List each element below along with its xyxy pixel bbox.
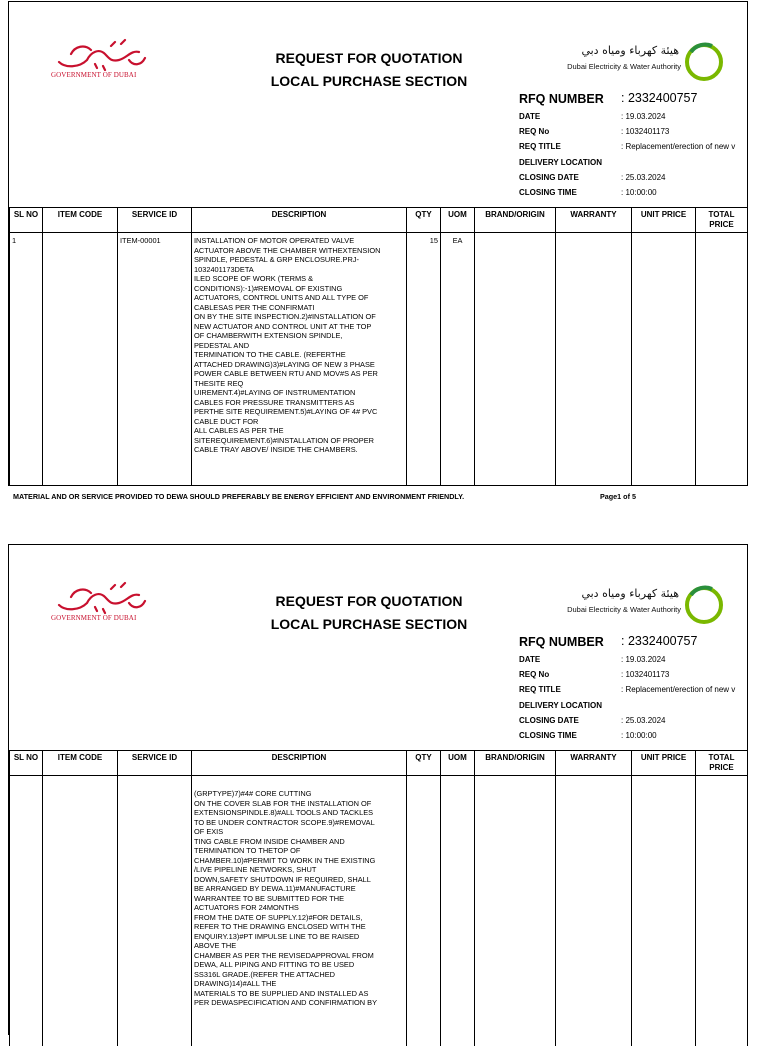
rfq-closing-time-value: : 10:00:00 (621, 731, 657, 740)
dewa-ring-icon (682, 40, 726, 84)
col-warranty: WARRANTY (556, 751, 632, 776)
cell-brand-origin[interactable] (475, 233, 556, 485)
rfq-number-label: RFQ NUMBER (519, 92, 604, 106)
title-line-2: LOCAL PURCHASE SECTION (270, 616, 468, 632)
rfq-req-no-row (519, 127, 749, 142)
document-title (239, 590, 499, 636)
cell-unit-price[interactable] (632, 776, 696, 1046)
rfq-date-label: DATE (519, 112, 541, 121)
rfq-date-label: DATE (519, 655, 541, 664)
cell-sl-no: 1 (10, 233, 43, 485)
rfq-number-value: : 2332400757 (621, 91, 698, 105)
cell-brand-origin[interactable] (475, 776, 556, 1046)
cell-warranty[interactable] (556, 233, 632, 485)
table-header-row (10, 751, 748, 776)
rfq-delivery-location-label: DELIVERY LOCATION (519, 701, 602, 710)
rfq-date-row (519, 112, 749, 127)
cell-description: INSTALLATION OF MOTOR OPERATED VALVE ACTUATOR ABOVE THE CHAMBER WITHEXTENSION SPINDLE, PEDESTAL & GRP ENCLOSURE.PRJ- 1032401173DETA ILED SCOPE OF WORK (TERMS & CONDITIONS):-1)#REMOVAL OF EXISTING ACTUATORS, CONTROL UNITS AND ALL TYPE OF CABLESAS PER THE CONFIRMATI ON BY THE SITE INSPECTION.2)#INSTALLATION OF NEW ACTUATOR AND CONTROL UNIT AT THE TOP OF CHAMBERWITH EXTENSION SPINDLE, PEDESTAL AND TERMINATION TO THE CABLE. (REFERTHE ATTACHED DRAWING)3)#LAYING OF NEW 3 PHASE POWER CABLE BETWEEN RTU AND MOV#S AS PER THESITE REQ UIREMENT.4)#LAYING OF INSTRUMENTATION CABLES FOR PRESSURE TRANSMITTERS AS PERTHE SITE REQUIREMENT.5)#LAYING OF 4# PVC CABLE DUCT FOR ALL CABLES AS PER THE SITEREQUIREMENT.6)#INSTALLATION OF PROPER CABLE TRAY ABOVE/ INSIDE THE CHAMBERS. (192, 233, 407, 485)
cell-qty: 15 (407, 233, 441, 485)
col-unit-price: UNIT PRICE (632, 208, 696, 233)
rfq-req-title-label: REQ TITLE (519, 142, 561, 151)
table-row (10, 233, 748, 485)
cell-unit-price[interactable] (632, 233, 696, 485)
rfq-page-2 (8, 544, 748, 1035)
rfq-page-1 (8, 1, 748, 486)
dewa-arabic-name: هيئة كهرباء ومياه دبي (581, 44, 679, 57)
cell-total-price[interactable] (696, 233, 748, 485)
col-sl-no: SL NO (10, 208, 43, 233)
rfq-closing-date-value: : 25.03.2024 (621, 716, 666, 725)
rfq-closing-date-label: CLOSING DATE (519, 173, 579, 182)
page-header (9, 2, 747, 199)
table-header-row (10, 208, 748, 233)
col-brand-origin: BRAND/ORIGIN (475, 751, 556, 776)
dewa-english-name: Dubai Electricity & Water Authority (567, 605, 681, 614)
cell-warranty[interactable] (556, 776, 632, 1046)
col-brand-origin: BRAND/ORIGIN (475, 208, 556, 233)
cell-description: (GRPTYPE)7)#4# CORE CUTTING ON THE COVER SLAB FOR THE INSTALLATION OF EXTENSIONSPINDLE.8)#ALL TOOLS AND TACKLES TO BE UNDER CONTRACTOR SCOPE.9)#REMOVAL OF EXIS TING CABLE FROM INSIDE CHAMBER AND TERMINATION TO THETOP OF CHAMBER.10)#PERMIT TO WORK IN THE EXISTING /LIVE PIPELINE NETWORKS, SHUT DOWN,SAFETY SHUTDOWN IF REQUIRED, SHALL BE ARRANGED BY DEWA.11)#MANUFACTURE WARRANTEE TO BE SUBMITTED FOR THE ACTUATORS FOR 24MONTHS FROM THE DATE OF SUPPLY.12)#FOR DETAILS, REFER TO THE DRAWING ENCLOSED WITH THE ENQUIRY.13)#PT IMPULSE LINE TO BE RAISED ABOVE THE CHAMBER AS PER THE REVISEDAPPROVAL FROM DEWA, ALL PIPING AND FITTING TO BE USED SS316L GRADE.(REFER THE ATTACHED DRAWING)14)#ALL THE MATERIALS TO BE SUPPLIED AND INSTALLED AS PER DEWASPECIFICATION AND CONFIRMATION BY (192, 776, 407, 1046)
cell-uom: EA (441, 233, 475, 485)
col-description: DESCRIPTION (192, 208, 407, 233)
government-of-dubai-text: GOVERNMENT OF DUBAI (51, 614, 137, 622)
rfq-delivery-location-label: DELIVERY LOCATION (519, 158, 602, 167)
cell-sl-no (10, 776, 43, 1046)
page-header (9, 545, 747, 742)
rfq-number-value: : 2332400757 (621, 634, 698, 648)
rfq-delivery-location-row (519, 158, 749, 173)
dewa-logo (534, 40, 729, 82)
cell-service-id: ITEM-00001 (118, 233, 192, 485)
col-item-code: ITEM CODE (43, 751, 118, 776)
rfq-req-no-value: : 1032401173 (621, 670, 670, 679)
col-uom: UOM (441, 751, 475, 776)
rfq-req-no-value: : 1032401173 (621, 127, 670, 136)
page-number: Page1 of 5 (600, 492, 636, 501)
col-item-code: ITEM CODE (43, 208, 118, 233)
col-qty: QTY (407, 751, 441, 776)
rfq-req-no-label: REQ No (519, 670, 550, 679)
rfq-date-row (519, 655, 749, 670)
cell-item-code (43, 233, 118, 485)
col-unit-price: UNIT PRICE (632, 751, 696, 776)
col-qty: QTY (407, 208, 441, 233)
cell-total-price[interactable] (696, 776, 748, 1046)
dewa-logo (534, 583, 729, 625)
cell-qty (407, 776, 441, 1046)
cell-service-id (118, 776, 192, 1046)
col-service-id: SERVICE ID (118, 751, 192, 776)
rfq-closing-time-label: CLOSING TIME (519, 188, 577, 197)
rfq-date-value: : 19.03.2024 (621, 112, 666, 121)
rfq-req-title-row (519, 685, 749, 700)
document-title (239, 47, 499, 93)
rfq-closing-date-value: : 25.03.2024 (621, 173, 666, 182)
col-warranty: WARRANTY (556, 208, 632, 233)
rfq-closing-time-label: CLOSING TIME (519, 731, 577, 740)
items-table (9, 750, 748, 1046)
dewa-arabic-name: هيئة كهرباء ومياه دبي (581, 587, 679, 600)
col-total-price: TOTAL PRICE (696, 751, 748, 776)
col-sl-no: SL NO (10, 751, 43, 776)
government-of-dubai-text: GOVERNMENT OF DUBAI (51, 71, 137, 79)
items-table (9, 207, 748, 485)
rfq-closing-time-value: : 10:00:00 (621, 188, 657, 197)
col-uom: UOM (441, 208, 475, 233)
rfq-req-title-row (519, 142, 749, 157)
dewa-english-name: Dubai Electricity & Water Authority (567, 62, 681, 71)
rfq-number-label: RFQ NUMBER (519, 635, 604, 649)
rfq-closing-date-row (519, 173, 749, 188)
rfq-delivery-location-row (519, 701, 749, 716)
table-row (10, 776, 748, 1046)
rfq-req-title-value: : Replacement/erection of new v (621, 142, 736, 151)
title-line-2: LOCAL PURCHASE SECTION (270, 73, 468, 89)
col-description: DESCRIPTION (192, 751, 407, 776)
rfq-date-value: : 19.03.2024 (621, 655, 666, 664)
cell-uom (441, 776, 475, 1046)
energy-efficiency-note: MATERIAL AND OR SERVICE PROVIDED TO DEWA SHOULD PREFERABLY BE ENERGY EFFICIENT AND ENVIRONMENT FRIENDLY. (13, 492, 465, 501)
rfq-closing-date-row (519, 716, 749, 731)
rfq-req-title-label: REQ TITLE (519, 685, 561, 694)
rfq-req-title-value: : Replacement/erection of new v (621, 685, 736, 694)
cell-item-code (43, 776, 118, 1046)
rfq-req-no-row (519, 670, 749, 685)
col-service-id: SERVICE ID (118, 208, 192, 233)
rfq-req-no-label: REQ No (519, 127, 550, 136)
dewa-ring-icon (682, 583, 726, 627)
rfq-closing-time-row (519, 188, 749, 203)
title-line-1: REQUEST FOR QUOTATION (275, 50, 463, 66)
col-total-price: TOTAL PRICE (696, 208, 748, 233)
title-line-1: REQUEST FOR QUOTATION (275, 593, 463, 609)
rfq-closing-time-row (519, 731, 749, 746)
rfq-closing-date-label: CLOSING DATE (519, 716, 579, 725)
